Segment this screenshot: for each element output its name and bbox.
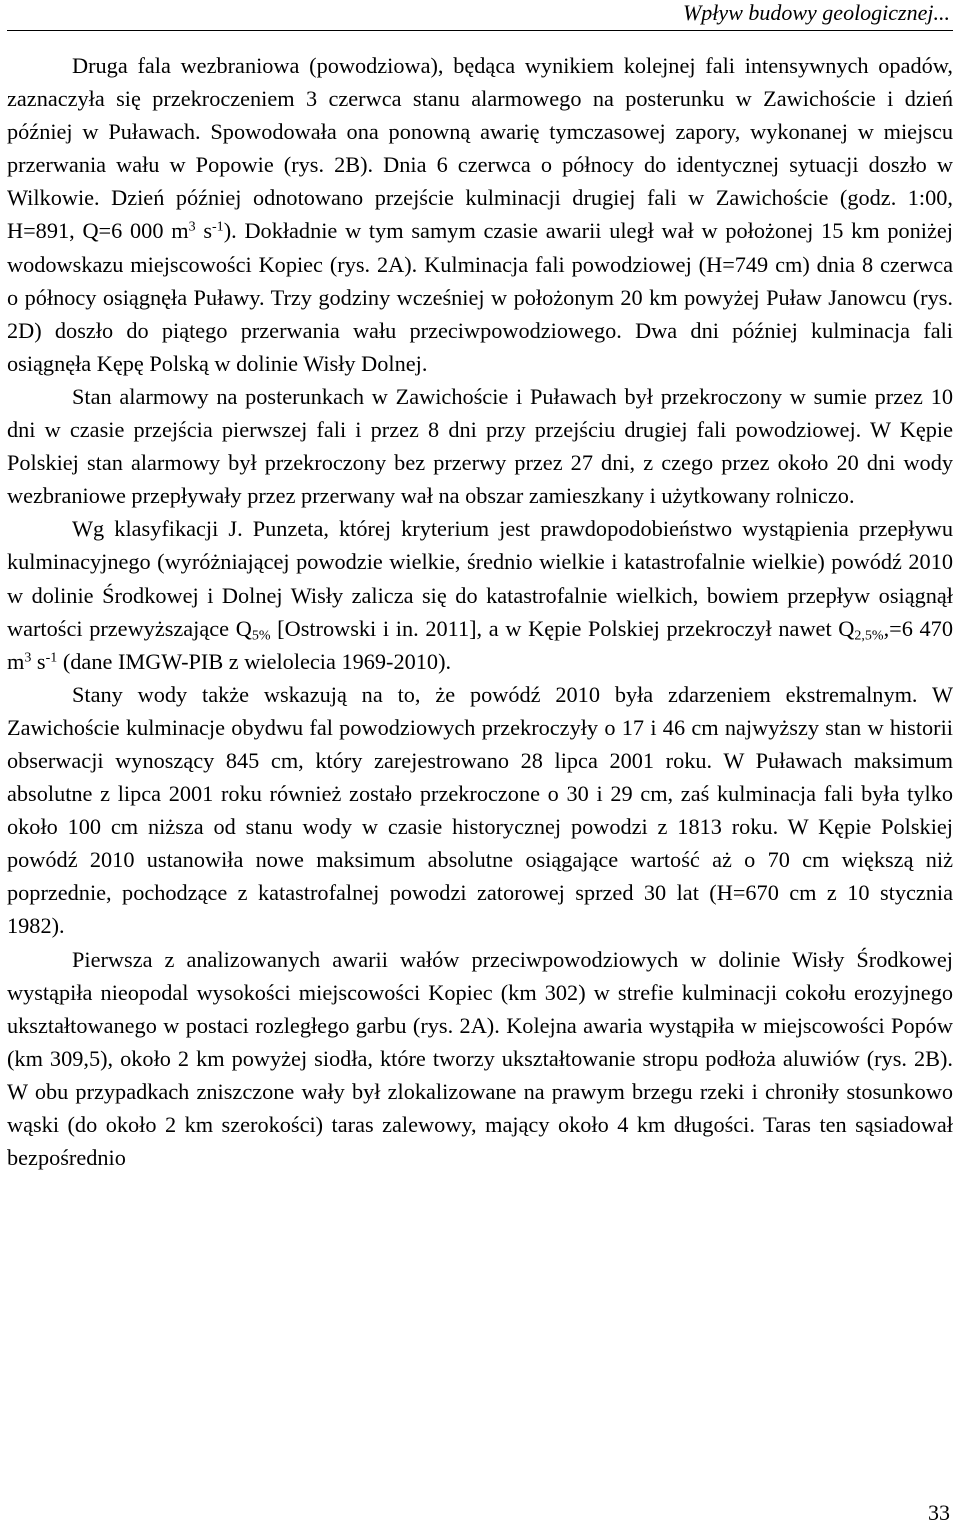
- paragraph-3-text-b: [Ostrowski i in. 2011], a w Kępie Polskiej przekroczył nawet Q: [270, 615, 855, 641]
- paragraph-3-text-a: Wg klasyfikacji J. Punzeta, której kryterium jest prawdopodobieństwo wystąpienia przepływu kulminacyjnego (wyróżniającej powodzie wielkie, średnio wielkie i katastrofalnie wielkie) powódź 2010 w dolinie Środkowej i Dolnej Wisły zalicza się do katastrofalnie wielkich, bowiem przepływ osiągnął wartości przewyższające Q: [7, 516, 953, 641]
- paragraph-3: [7, 512, 953, 677]
- superscript-minus-one: -1: [45, 650, 58, 665]
- paragraph-1-text-b: s: [195, 218, 213, 244]
- superscript-minus-one: -1: [212, 219, 224, 235]
- running-header: Wpływ budowy geologicznej...: [682, 0, 950, 25]
- paragraph-4: Stany wody także wskazują na to, że powódź 2010 była zdarzeniem ekstremalnym. W Zawichoście kulminacje obydwu fal powodziowych przekroczyły o 17 i 46 cm najwyższy stan w historii obserwacji wynoszący 845 cm, który zarejestrowano 28 lipca 2001 roku. W Puławach maksimum absolutne z lipca 2001 roku również zostało przekroczone o 30 i 29 cm, zaś kulminacja fali była tylko około 100 cm niższa od stanu wody w czasie historycznej powodzi z 1813 roku. W Kępie Polskiej powódź 2010 ustanowiła nowe maksimum absolutne osiągające wartość aż o 70 cm większą niż poprzednie, pochodzące z katastrofalnej powodzi zatorowej sprzed 30 lat (H=670 cm z 10 stycznia 1982).: [7, 681, 953, 939]
- paragraph-1-text-c: ). Dokładnie w tym samym czasie awarii uległ wał w położonej 15 km poniżej wodowskazu miejscowości Kopiec (rys. 2A). Kulminacja fali powodziowej (H=749 cm) dnia 8 czerwca o północy osiągnęła Puławy. Trzy godziny wcześniej w położonym 20 km powyżej Puław Janowcu (rys. 2D) doszło do piątego przerwania wału przeciwpowodziowego. Dwa dni później kulminacja fali osiągnęła Kępę Polską w dolinie Wisły Dolnej.: [7, 218, 953, 376]
- subscript-q25: 2,5%: [854, 628, 884, 644]
- paragraph-5: Pierwsza z analizowanych awarii wałów przeciwpowodziowych w dolinie Wisły Środkowej wystąpiła nieopodal wysokości miejscowości Kopiec (km 302) w strefie kulminacji cokołu erozyjnego ukształtowanego w postaci rozległego garbu (rys. 2A). Kolejna awaria wystąpiła w miejscowości Popów (km 309,5), około 2 km powyżej siodła, które tworzy ukształtowanie stropu podłoża aluwiów (rys. 2B). W obu przypadkach zniszczone wały był zlokalizowane na prawym brzegu rzeki i chroniły stosunkowo wąski (do około 2 km szerokości) taras zalewowy, mający około 4 km długości. Taras ten sąsiadował bezpośrednio: [7, 946, 953, 1171]
- header-rule: [7, 30, 953, 31]
- paragraph-3-text-d: s: [31, 648, 46, 674]
- paragraph-3-text-c: ,=6 470 m: [7, 615, 953, 674]
- paragraph-1-text-a: Druga fala wezbraniowa (powodziowa), będąca wynikiem kolejnej fali intensywnych opadów, zaznaczyła się przekroczeniem 3 czerwca stanu alarmowego na posterunku w Zawichoście i dzień później w Puławach. Spowodowała ona ponowną awarię tymczasowej zapory, wykonanej w miejscu przerwania wału w Popowie (rys. 2B). Dnia 6 czerwca o północy do identycznej sytuacji doszło w Wilkowie. Dzień później odnotowano przejście kulminacji drugiej fali w Zawichoście (godz. 1:00, H=891, Q=6 000 m: [7, 53, 953, 244]
- superscript-cubic: 3: [24, 650, 32, 665]
- paragraph-1: [7, 49, 953, 380]
- paragraph-3-text-e: (dane IMGW-PIB z wielolecia 1969-2010).: [57, 648, 452, 674]
- body-text: [7, 49, 953, 1174]
- page-number: 33: [928, 1500, 950, 1525]
- paragraph-2: Stan alarmowy na posterunkach w Zawichoście i Puławach był przekroczony w sumie przez 10 dni w czasie przejścia pierwszej fali i przez 8 dni przy przejściu drugiej fali powodziowej. W Kępie Polskiej stan alarmowy był przekroczony bez przerwy przez 27 dni, z czego przez około 20 dni wody wezbraniowe przepływały przez przerwany wał na obszar zamieszkany i użytkowany rolniczo.: [7, 383, 953, 509]
- subscript-q5: 5%: [251, 628, 271, 644]
- superscript-cubic: 3: [188, 219, 196, 235]
